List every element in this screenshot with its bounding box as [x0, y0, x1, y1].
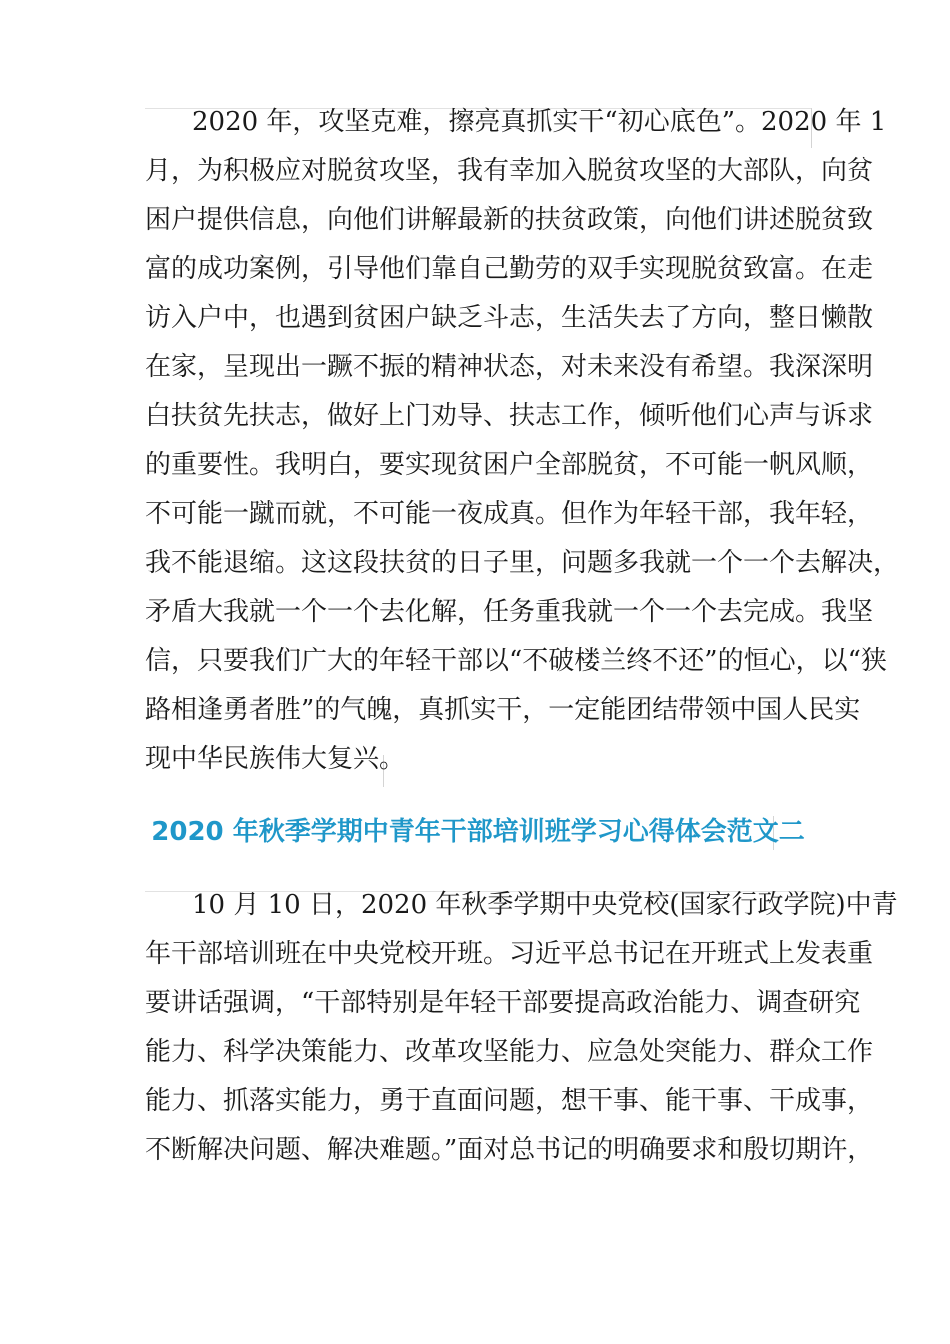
- section-heading: 2020 年秋季学期中青年干部培训班学习心得体会范文二: [151, 817, 805, 847]
- paragraph-line: 年干部培训班在中央党校开班。习近平总书记在开班式上发表重: [145, 939, 874, 969]
- paragraph-line: 现中华民族伟大复兴。: [145, 744, 406, 774]
- paragraph-line: 困户提供信息，向他们讲解最新的扶贫政策，向他们讲述脱贫致: [145, 205, 874, 235]
- paragraph-line: 不可能一蹴而就，不可能一夜成真。但作为年轻干部，我年轻，: [145, 499, 874, 529]
- paragraph-line: 信，只要我们广大的年轻干部以“不破楼兰终不还”的恒心，以“狭: [145, 646, 887, 676]
- paragraph-line: 不断解决问题、解决难题。”面对总书记的明确要求和殷切期许，: [145, 1135, 874, 1165]
- paragraph-line: 的重要性。我明白，要实现贫困户全部脱贫，不可能一帆风顺，: [145, 450, 874, 480]
- paragraph-line: 路相逢勇者胜”的气魄，真抓实干，一定能团结带领中国人民实: [145, 695, 861, 725]
- paragraph-line: 在家，呈现出一蹶不振的精神状态，对未来没有希望。我深深明: [145, 352, 874, 382]
- paragraph-line: 能力、科学决策能力、改革攻坚能力、应急处突能力、群众工作: [145, 1037, 874, 1067]
- paragraph-line: 月，为积极应对脱贫攻坚，我有幸加入脱贫攻坚的大部队，向贫: [145, 156, 874, 186]
- paragraph-line: 能力、抓落实能力，勇于直面问题，想干事、能干事、干成事，: [145, 1086, 874, 1116]
- paragraph-line: 矛盾大我就一个一个去化解，任务重我就一个一个去完成。我坚: [145, 597, 874, 627]
- body-paragraph-1: [145, 98, 900, 784]
- paragraph-line: 10 月 10 日，2020 年秋季学期中央党校(国家行政学院)中青: [192, 890, 898, 920]
- paragraph-line: 白扶贫先扶志，做好上门劝导、扶志工作，倾听他们心声与诉求: [145, 401, 874, 431]
- paragraph-line: 2020 年，攻坚克难，擦亮真抓实干“初心底色”。2020 年 1: [192, 107, 887, 137]
- paragraph-line: 要讲话强调，“干部特别是年轻干部要提高政治能力、调查研究: [145, 988, 861, 1018]
- paragraph-line: 我不能退缩。这这段扶贫的日子里，问题多我就一个一个去解决，: [145, 548, 900, 578]
- paragraph-line: 富的成功案例，引导他们靠自己勤劳的双手实现脱贫致富。在走: [145, 254, 874, 284]
- paragraph-line: 访入户中，也遇到贫困户缺乏斗志，生活失去了方向，整日懒散: [145, 303, 874, 333]
- body-paragraph-2: [145, 881, 898, 1175]
